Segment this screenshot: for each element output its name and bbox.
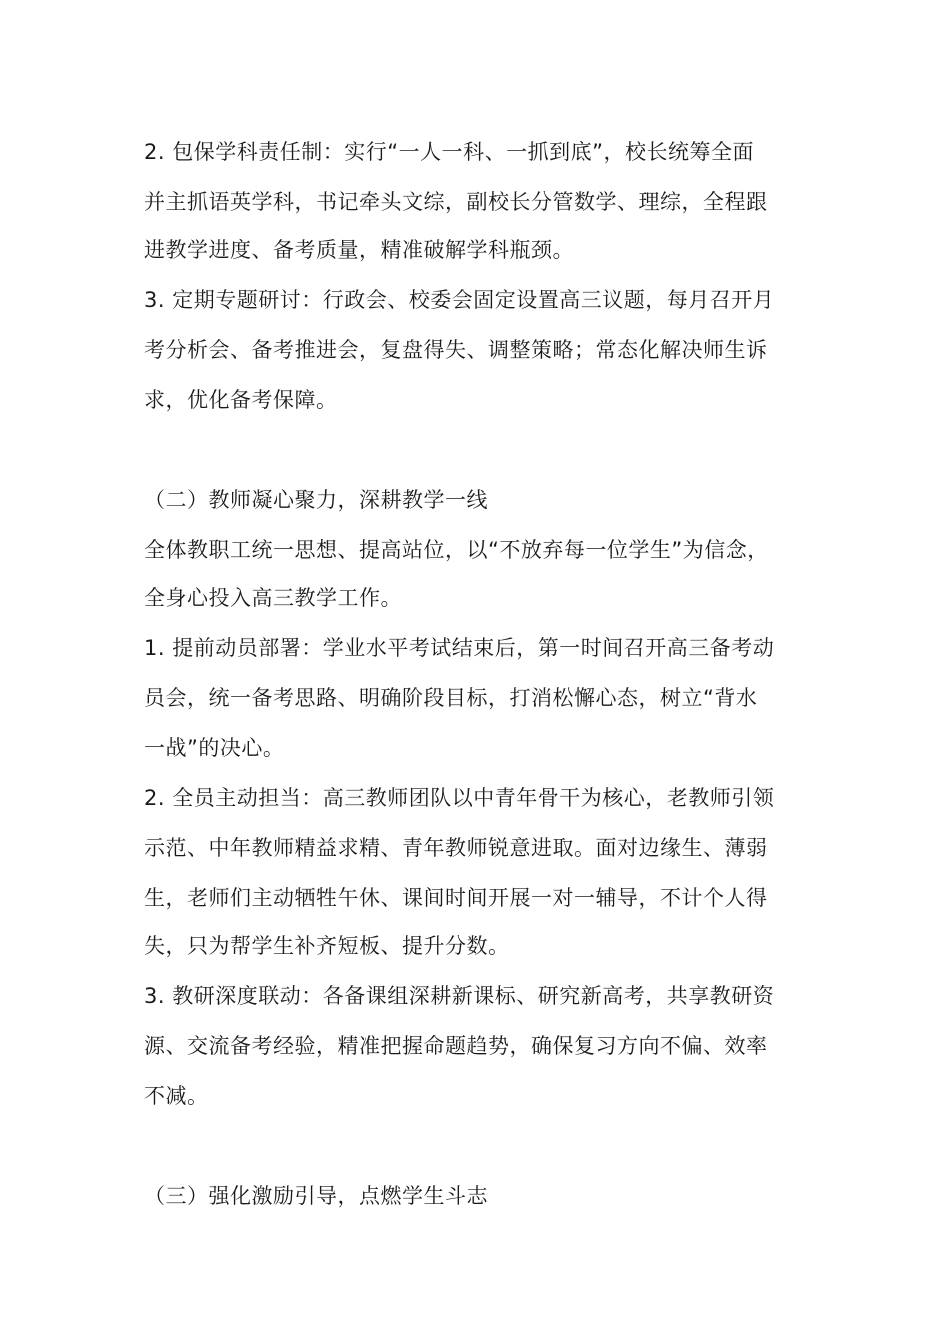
paragraph-line: 1. 提前动员部署：学业水平考试结束后，第一时间召开高三备考动	[144, 636, 775, 660]
paragraph-line: 考分析会、备考推进会，复盘得失、调整策略；常态化解决师生诉	[144, 338, 768, 362]
paragraph-line: 求，优化备考保障。	[144, 388, 338, 412]
paragraph-line: 不减。	[144, 1084, 209, 1108]
paragraph-line: 3. 教研深度联动：各备课组深耕新课标、研究新高考，共享教研资	[144, 984, 775, 1008]
section-heading: （二）教师凝心聚力，深耕教学一线	[144, 488, 488, 512]
paragraph-line: 员会，统一备考思路、明确阶段目标，打消松懈心态，树立“背水	[144, 686, 758, 710]
paragraph-line: 3. 定期专题研讨：行政会、校委会固定设置高三议题，每月召开月	[144, 288, 775, 312]
paragraph-line: 进教学进度、备考质量，精准破解学科瓶颈。	[144, 238, 574, 262]
paragraph-line: 并主抓语英学科，书记牵头文综，副校长分管数学、理综，全程跟	[144, 190, 768, 214]
paragraph-line: 全身心投入高三教学工作。	[144, 586, 402, 610]
paragraph-line: 源、交流备考经验，精准把握命题趋势，确保复习方向不偏、效率	[144, 1034, 768, 1058]
paragraph-line: 2. 全员主动担当：高三教师团队以中青年骨干为核心，老教师引领	[144, 786, 775, 810]
paragraph-line: 2. 包保学科责任制：实行“一人一科、一抓到底”，校长统筹全面	[144, 140, 754, 164]
section-heading: （三）强化激励引导，点燃学生斗志	[144, 1184, 488, 1208]
paragraph-line: 全体教职工统一思想、提高站位，以“不放弃每一位学生”为信念，	[144, 538, 769, 562]
paragraph-line: 生，老师们主动牺牲午休、课间时间开展一对一辅导，不计个人得	[144, 886, 768, 910]
paragraph-line: 一战”的决心。	[144, 736, 285, 760]
paragraph-line: 示范、中年教师精益求精、青年教师锐意进取。面对边缘生、薄弱	[144, 836, 768, 860]
paragraph-line: 失，只为帮学生补齐短板、提升分数。	[144, 934, 510, 958]
